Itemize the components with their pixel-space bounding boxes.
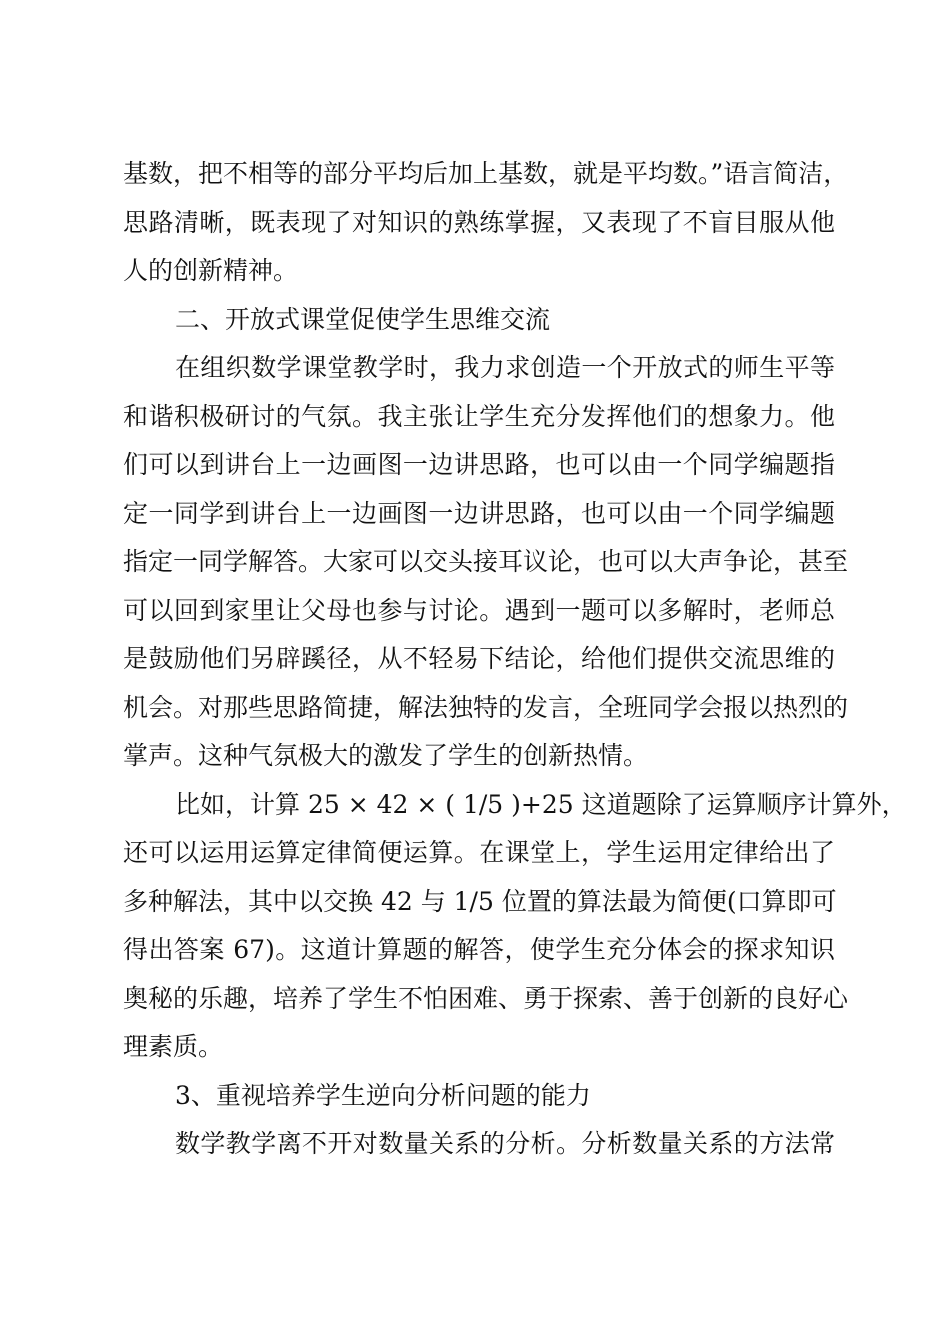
text-line: 还可以运用运算定律简便运算。在课堂上，学生运用定律给出了: [123, 838, 835, 867]
section-heading-reverse-analysis: [123, 1072, 835, 1121]
text-line: 比如，计算 25 × 42 × ( 1/5 )+25 这道题除了运算顺序计算外，: [175, 789, 907, 819]
paragraph-quantity-analysis: [123, 1120, 835, 1169]
text-line: 指定一同学解答。大家可以交头接耳议论，也可以大声争论，甚至: [123, 547, 849, 576]
text-line: 理素质。: [123, 1032, 224, 1061]
heading-line: 二、开放式课堂促使学生思维交流: [175, 304, 551, 334]
text-line: 和谐积极研讨的气氛。我主张让学生充分发挥他们的想象力。他: [123, 401, 835, 431]
text-line: 们可以到讲台上一边画图一边讲思路，也可以由一个同学编题指: [123, 450, 835, 479]
text-line: 基数，把不相等的部分平均后加上基数，就是平均数。”语言简洁，: [123, 159, 849, 188]
text-line: 得出答案 67)。这道计算题的解答，使学生充分体会的探求知识: [123, 935, 835, 964]
paragraph-classroom-discussion: [123, 344, 849, 781]
text-line: 机会。对那些思路简捷，解法独特的发言，全班同学会报以热烈的: [123, 692, 849, 722]
section-heading-open-classroom: [123, 296, 835, 345]
text-line: 可以回到家里让父母也参与讨论。遇到一题可以多解时，老师总: [123, 595, 835, 625]
text-line: 数学教学离不开对数量关系的分析。分析数量关系的方法常: [175, 1129, 835, 1158]
text-line: 人的创新精神。: [123, 256, 299, 285]
text-line: 掌声。这种气氛极大的激发了学生的创新热情。: [123, 741, 649, 770]
text-line: 奥秘的乐趣，培养了学生不怕困难、勇于探索、善于创新的良好心: [123, 983, 849, 1013]
text-line: 思路清晰，既表现了对知识的熟练掌握，又表现了不盲目服从他: [123, 207, 835, 237]
text-line: 多种解法，其中以交换 42 与 1/5 位置的算法最为简便(口算即可: [123, 886, 837, 916]
paragraph-calculation-example: [123, 781, 907, 1072]
text-line: 在组织数学课堂教学时，我力求创造一个开放式的师生平等: [175, 353, 835, 382]
text-line: 是鼓励他们另辟蹊径，从不轻易下结论，给他们提供交流思维的: [123, 644, 835, 673]
text-line: 定一同学到讲台上一边画图一边讲思路，也可以由一个同学编题: [123, 498, 835, 528]
document-page: [123, 150, 907, 1169]
paragraph-continuation: [123, 150, 849, 296]
heading-line: 3、重视培养学生逆向分析问题的能力: [175, 1080, 591, 1110]
